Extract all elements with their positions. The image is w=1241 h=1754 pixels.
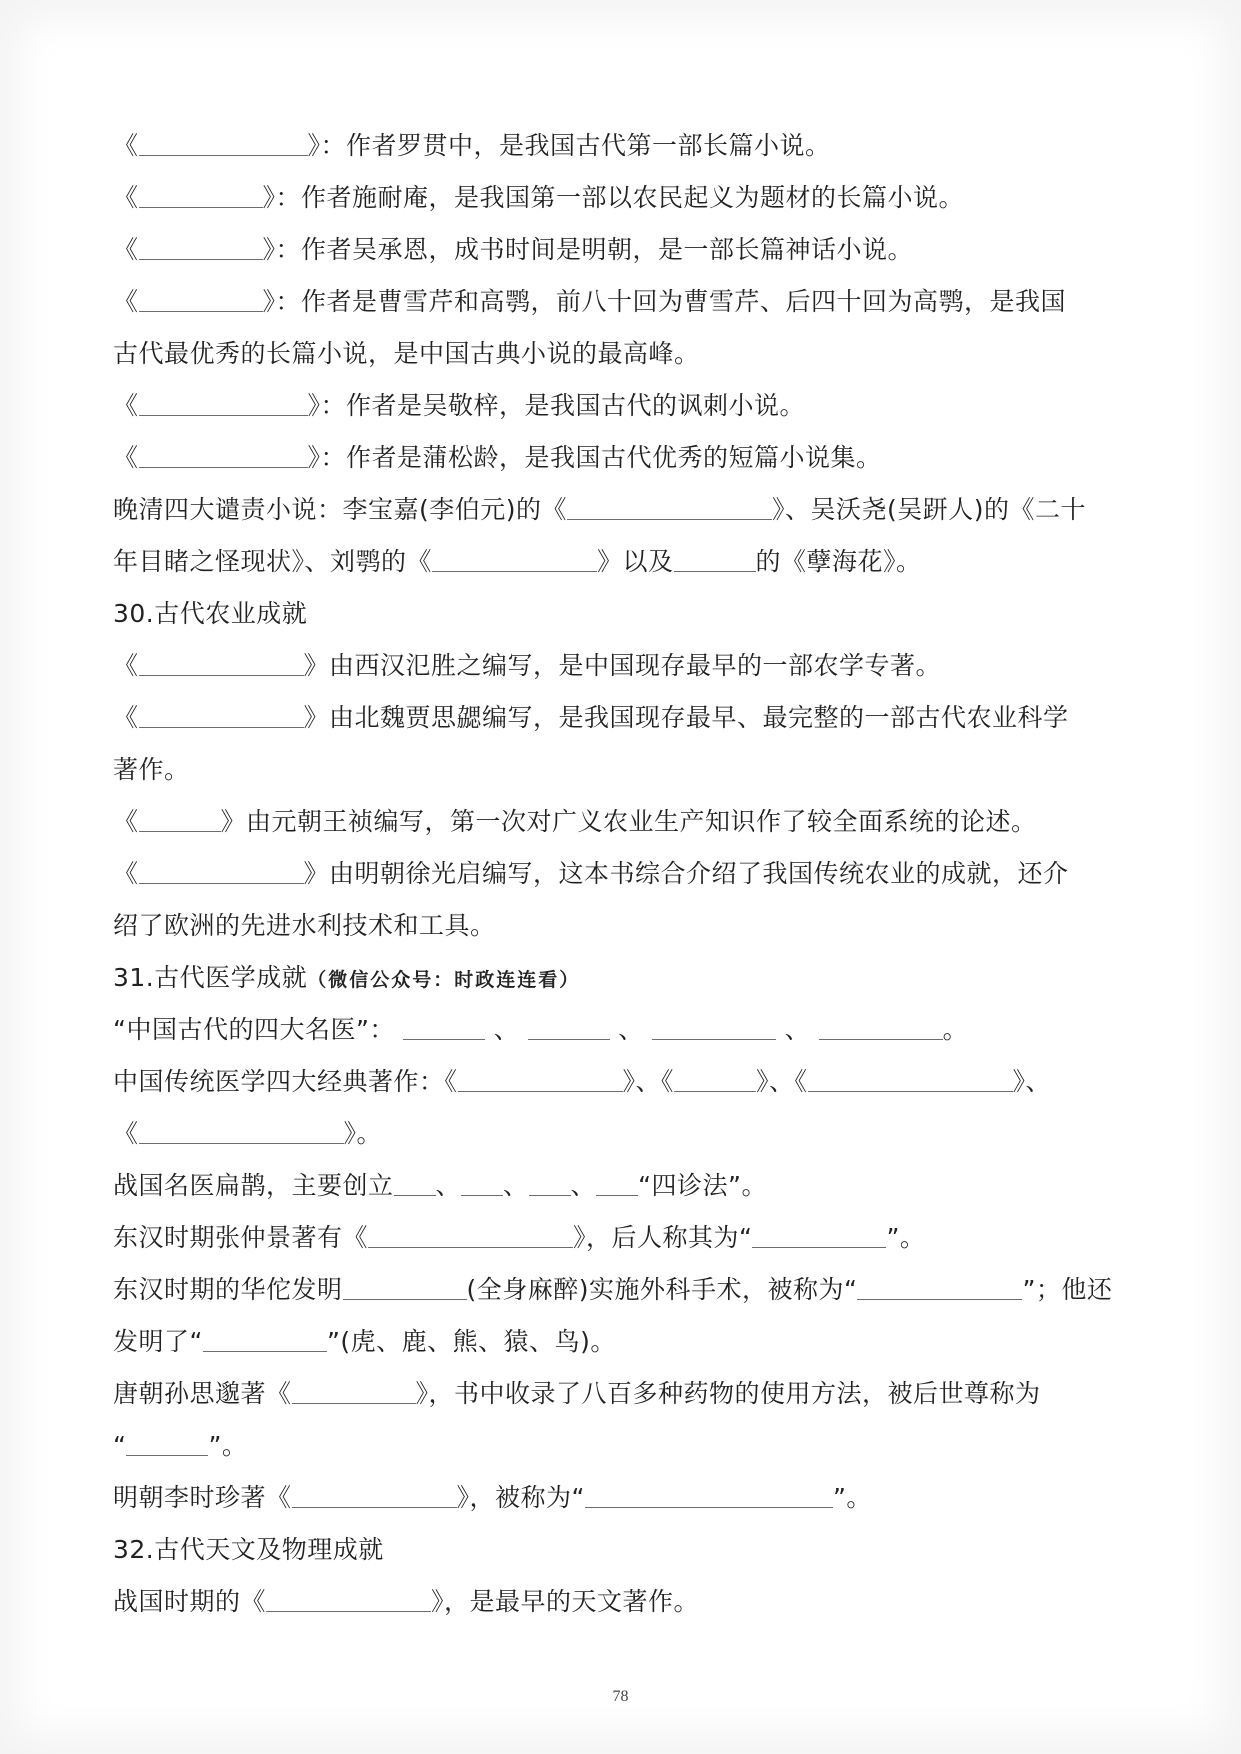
line-text: 东汉时期张仲景著有《 bbox=[113, 1223, 369, 1252]
line-text: 著作。 bbox=[113, 755, 190, 784]
line-text: “四诊法”。 bbox=[638, 1171, 767, 1200]
text-line bbox=[113, 952, 1143, 1004]
line-text: 》，被称为“ bbox=[456, 1483, 585, 1512]
line-text: 、 bbox=[503, 1171, 529, 1200]
line-text: 东汉时期的华佗发明 bbox=[113, 1275, 343, 1304]
fill-in-blank[interactable] bbox=[139, 1109, 344, 1144]
text-line bbox=[113, 588, 1143, 640]
text-line bbox=[113, 1316, 1143, 1368]
line-text: 》、 bbox=[1012, 1067, 1052, 1096]
line-text: 》由明朝徐光启编写，这本书综合介绍了我国传统农业的成就，还介 bbox=[303, 859, 1069, 888]
text-line bbox=[113, 484, 1143, 536]
fill-in-blank[interactable] bbox=[432, 537, 597, 572]
line-text: 中国传统医学四大经典著作：《 bbox=[113, 1067, 458, 1096]
line-text: 《 bbox=[113, 287, 139, 316]
text-line bbox=[113, 1576, 1143, 1628]
line-text: 》：作者是吴敬梓，是我国古代的讽刺小说。 bbox=[307, 391, 806, 420]
line-text: 战国时期的《 bbox=[113, 1587, 267, 1616]
line-text: 》以及 bbox=[597, 547, 674, 576]
source-note: （微信公众号：时政连连看） bbox=[307, 969, 581, 991]
fill-in-blank[interactable] bbox=[139, 225, 263, 260]
line-text: 》，后人称其为“ bbox=[573, 1223, 753, 1252]
fill-in-blank[interactable] bbox=[139, 173, 263, 208]
text-line bbox=[113, 796, 1143, 848]
line-text: 》：作者吴承恩，成书时间是明朝，是一部长篇神话小说。 bbox=[262, 235, 914, 264]
text-line bbox=[113, 432, 1143, 484]
text-line bbox=[113, 1264, 1143, 1316]
fill-in-blank[interactable] bbox=[674, 537, 756, 572]
fill-in-blank[interactable] bbox=[139, 433, 308, 468]
line-text: 》、吴沃尧(吴趼人)的《二十 bbox=[772, 495, 1087, 524]
line-text: ”；他还 bbox=[1022, 1275, 1113, 1304]
fill-in-blank[interactable] bbox=[139, 121, 308, 156]
fill-in-blank[interactable] bbox=[652, 1005, 776, 1040]
line-text: 》：作者是曹雪芹和高鹗，前八十回为曹雪芹、后四十回为高鹗，是我国 bbox=[262, 287, 1067, 316]
line-text: 》，是最早的天文著作。 bbox=[431, 1587, 700, 1616]
text-line bbox=[113, 380, 1143, 432]
fill-in-blank[interactable] bbox=[403, 1005, 485, 1040]
text-line bbox=[113, 224, 1143, 276]
fill-in-blank[interactable] bbox=[567, 485, 772, 520]
text-line bbox=[113, 1212, 1143, 1264]
fill-in-blank[interactable] bbox=[203, 1317, 327, 1352]
text-line bbox=[113, 640, 1143, 692]
text-line bbox=[113, 744, 1143, 796]
line-text: 《 bbox=[113, 235, 139, 264]
fill-in-blank[interactable] bbox=[808, 1057, 1013, 1092]
line-text: ”(虎、鹿、熊、猿、鸟)。 bbox=[326, 1327, 616, 1356]
section-heading: 31.古代医学成就 bbox=[113, 963, 308, 992]
fill-in-blank[interactable] bbox=[394, 1161, 436, 1196]
text-line bbox=[113, 1108, 1143, 1160]
text-line bbox=[113, 900, 1143, 952]
line-text: ”。 bbox=[208, 1431, 248, 1460]
line-text: 《 bbox=[113, 807, 139, 836]
line-text: 》由元朝王祯编写，第一次对广义农业生产知识作了较全面系统的论述。 bbox=[220, 807, 1037, 836]
text-line bbox=[113, 1472, 1143, 1524]
text-line bbox=[113, 1524, 1143, 1576]
fill-in-blank[interactable] bbox=[343, 1265, 467, 1300]
fill-in-blank[interactable] bbox=[292, 1473, 457, 1508]
page-number: 78 bbox=[612, 1688, 629, 1705]
fill-in-blank[interactable] bbox=[266, 1577, 431, 1612]
fill-in-blank[interactable] bbox=[819, 1005, 943, 1040]
fill-in-blank[interactable] bbox=[752, 1213, 886, 1248]
line-text: 、 bbox=[570, 1171, 597, 1200]
fill-in-blank[interactable] bbox=[368, 1213, 573, 1248]
fill-in-blank[interactable] bbox=[528, 1005, 610, 1040]
fill-in-blank[interactable] bbox=[461, 1161, 503, 1196]
line-text: 《 bbox=[113, 443, 139, 472]
line-text: 》。 bbox=[343, 1119, 383, 1148]
text-line bbox=[113, 276, 1143, 328]
fill-in-blank[interactable] bbox=[126, 1421, 208, 1456]
fill-in-blank[interactable] bbox=[139, 849, 304, 884]
line-text: (全身麻醉)实施外科手术，被称为“ bbox=[466, 1275, 858, 1304]
line-text: 》、《 bbox=[622, 1067, 675, 1096]
line-text: 、 bbox=[485, 1015, 528, 1044]
fill-in-blank[interactable] bbox=[139, 797, 221, 832]
line-text: 的《孽海花》。 bbox=[755, 547, 922, 576]
line-text: 《 bbox=[113, 1119, 139, 1148]
line-text: 》：作者是蒲松龄，是我国古代优秀的短篇小说集。 bbox=[307, 443, 882, 472]
line-text: 、 bbox=[609, 1015, 653, 1044]
line-text: 《 bbox=[113, 703, 139, 732]
line-text: 、 bbox=[776, 1015, 819, 1044]
fill-in-blank[interactable] bbox=[674, 1057, 756, 1092]
line-text: ”。 bbox=[886, 1223, 926, 1252]
fill-in-blank[interactable] bbox=[139, 693, 304, 728]
line-text: 年目睹之怪现状》、刘鹗的《 bbox=[113, 547, 433, 576]
line-text: 》由西汉氾胜之编写，是中国现存最早的一部农学专著。 bbox=[303, 651, 942, 680]
fill-in-blank[interactable] bbox=[857, 1265, 1022, 1300]
document-body bbox=[113, 120, 1143, 1628]
text-line bbox=[113, 848, 1143, 900]
fill-in-blank[interactable] bbox=[139, 641, 304, 676]
text-line bbox=[113, 328, 1143, 380]
line-text: 》、《 bbox=[756, 1067, 808, 1096]
text-line bbox=[113, 692, 1143, 744]
line-text: 。 bbox=[942, 1015, 969, 1044]
text-line bbox=[113, 1004, 1143, 1056]
fill-in-blank[interactable] bbox=[292, 1369, 416, 1404]
line-text: “ bbox=[113, 1431, 127, 1460]
line-text: “中国古代的四大名医”： bbox=[113, 1015, 404, 1044]
fill-in-blank[interactable] bbox=[139, 381, 308, 416]
line-text: ”。 bbox=[832, 1483, 872, 1512]
section-heading: 30.古代农业成就 bbox=[113, 599, 308, 628]
text-line bbox=[113, 1160, 1143, 1212]
text-line bbox=[113, 1420, 1143, 1472]
line-text: 绍了欧洲的先进水利技术和工具。 bbox=[113, 911, 496, 940]
line-text: 《 bbox=[113, 391, 139, 420]
line-text: 》：作者罗贯中，是我国古代第一部长篇小说。 bbox=[307, 131, 831, 160]
line-text: 、 bbox=[435, 1171, 462, 1200]
line-text: 》：作者施耐庵，是我国第一部以农民起义为题材的长篇小说。 bbox=[262, 183, 965, 212]
fill-in-blank[interactable] bbox=[458, 1057, 623, 1092]
text-line bbox=[113, 120, 1143, 172]
line-text: 《 bbox=[113, 131, 139, 160]
line-text: 《 bbox=[113, 651, 139, 680]
line-text: 战国名医扁鹊，主要创立 bbox=[113, 1171, 394, 1200]
text-line bbox=[113, 1368, 1143, 1420]
section-heading: 32.古代天文及物理成就 bbox=[113, 1535, 384, 1564]
line-text: 》由北魏贾思勰编写，是我国现存最早、最完整的一部古代农业科学 bbox=[303, 703, 1069, 732]
text-line bbox=[113, 172, 1143, 224]
fill-in-blank[interactable] bbox=[596, 1161, 638, 1196]
line-text: 古代最优秀的长篇小说，是中国古典小说的最高峰。 bbox=[113, 339, 700, 368]
line-text: 》，书中收录了八百多种药物的使用方法，被后世尊称为 bbox=[415, 1379, 1041, 1408]
fill-in-blank[interactable] bbox=[139, 277, 263, 312]
line-text: 《 bbox=[113, 859, 139, 888]
line-text: 唐朝孙思邈著《 bbox=[113, 1379, 292, 1408]
fill-in-blank[interactable] bbox=[585, 1473, 833, 1508]
fill-in-blank[interactable] bbox=[529, 1161, 571, 1196]
line-text: 发明了“ bbox=[113, 1327, 203, 1356]
text-line bbox=[113, 1056, 1143, 1108]
line-text: 晚清四大谴责小说：李宝嘉(李伯元)的《 bbox=[113, 495, 568, 524]
text-line bbox=[113, 536, 1143, 588]
line-text: 《 bbox=[113, 183, 139, 212]
line-text: 明朝李时珍著《 bbox=[113, 1483, 292, 1512]
